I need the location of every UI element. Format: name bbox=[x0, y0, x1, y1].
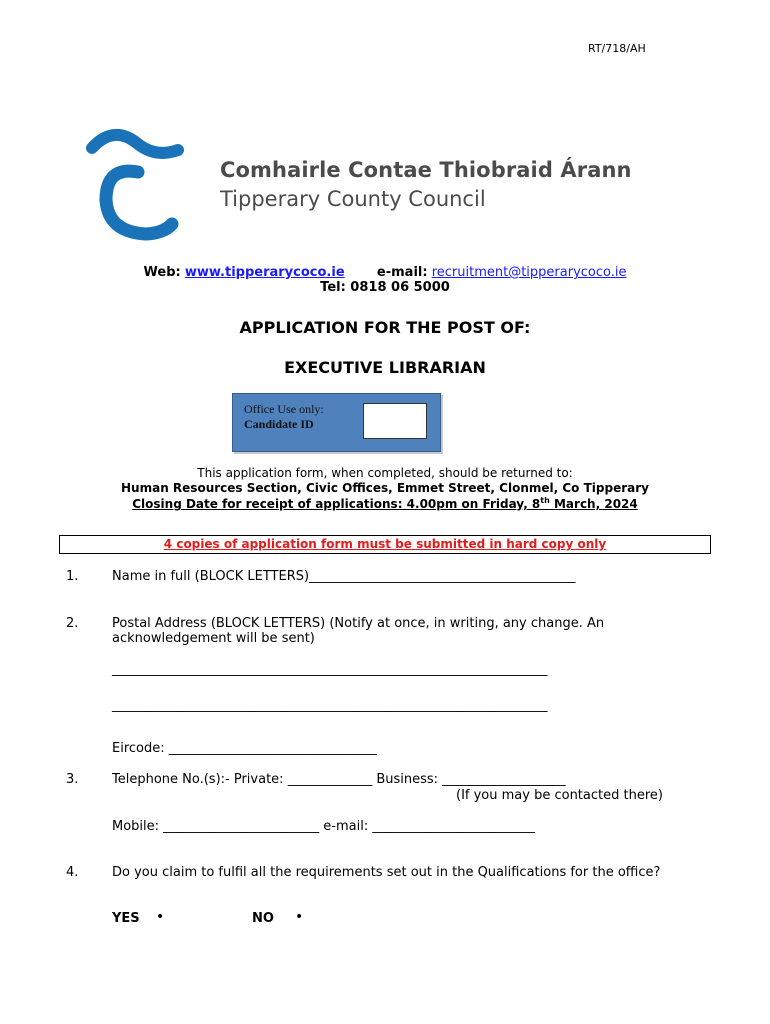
question-number: 3. bbox=[66, 772, 79, 787]
office-use-only-text: Office Use only: bbox=[244, 402, 324, 416]
address-line-2-field[interactable]: ___________________________________________________________________ bbox=[112, 698, 548, 713]
telephone-line: Tel: 0818 06 5000 bbox=[320, 280, 450, 295]
office-use-box bbox=[232, 393, 441, 452]
return-address: Human Resources Section, Civic Offices, Emmet Street, Clonmel, Co Tipperary bbox=[121, 481, 649, 495]
organisation-name-english: Tipperary County Council bbox=[220, 187, 486, 211]
contact-line bbox=[0, 265, 770, 280]
no-label: NO bbox=[252, 911, 274, 926]
yes-label: YES bbox=[112, 911, 140, 926]
address-line-1-field[interactable]: ___________________________________________________________________ bbox=[112, 662, 548, 677]
reference-code: RT/718/AH bbox=[588, 42, 646, 55]
closing-date bbox=[0, 496, 770, 511]
qualifications-question: Do you claim to fulfil all the requirements set out in the Qualifications for the office? bbox=[112, 865, 661, 880]
yes-option[interactable]: • bbox=[156, 909, 165, 925]
return-instructions: This application form, when completed, should be returned to: bbox=[197, 466, 573, 480]
email-link[interactable]: recruitment@tipperarycoco.ie bbox=[431, 265, 627, 280]
business-phone-note: (If you may be contacted there) bbox=[456, 788, 663, 803]
copies-notice: 4 copies of application form must be submitted in hard copy only bbox=[59, 535, 711, 554]
application-heading: APPLICATION FOR THE POST OF: bbox=[239, 318, 531, 337]
closing-date-ordinal: th bbox=[540, 496, 550, 505]
web-label: Web: bbox=[143, 265, 181, 280]
eircode-field[interactable]: Eircode: ________________________________ bbox=[112, 741, 377, 756]
organisation-name-irish: Comhairle Contae Thiobraid Árann bbox=[220, 158, 632, 182]
no-option[interactable]: • bbox=[295, 909, 304, 925]
office-use-label bbox=[244, 402, 324, 432]
question-number: 1. bbox=[66, 569, 79, 584]
candidate-id-label: Candidate ID bbox=[244, 417, 314, 431]
postal-address-label: Postal Address (BLOCK LETTERS) (Notify at once, in writing, any change. An acknowledgement will be sent) bbox=[112, 616, 605, 646]
candidate-id-field[interactable] bbox=[363, 403, 427, 439]
full-name-field[interactable]: Name in full (BLOCK LETTERS)_________________________________________ bbox=[112, 569, 576, 584]
mobile-email-fields[interactable]: Mobile: ________________________ e-mail: _________________________ bbox=[112, 819, 535, 834]
question-number: 2. bbox=[66, 616, 79, 631]
website-link[interactable]: www.tipperarycoco.ie bbox=[184, 265, 345, 280]
closing-date-text: Closing Date for receipt of applications: 4.00pm on Friday, 8 bbox=[132, 497, 541, 511]
question-number: 4. bbox=[66, 865, 79, 880]
council-logo-icon bbox=[86, 128, 186, 243]
email-label: e-mail: bbox=[376, 265, 428, 280]
closing-date-month: March, 2024 bbox=[549, 497, 638, 511]
telephone-fields[interactable]: Telephone No.(s):- Private: _____________ Business: ___________________ bbox=[112, 772, 566, 787]
post-title: EXECUTIVE LIBRARIAN bbox=[284, 358, 486, 377]
